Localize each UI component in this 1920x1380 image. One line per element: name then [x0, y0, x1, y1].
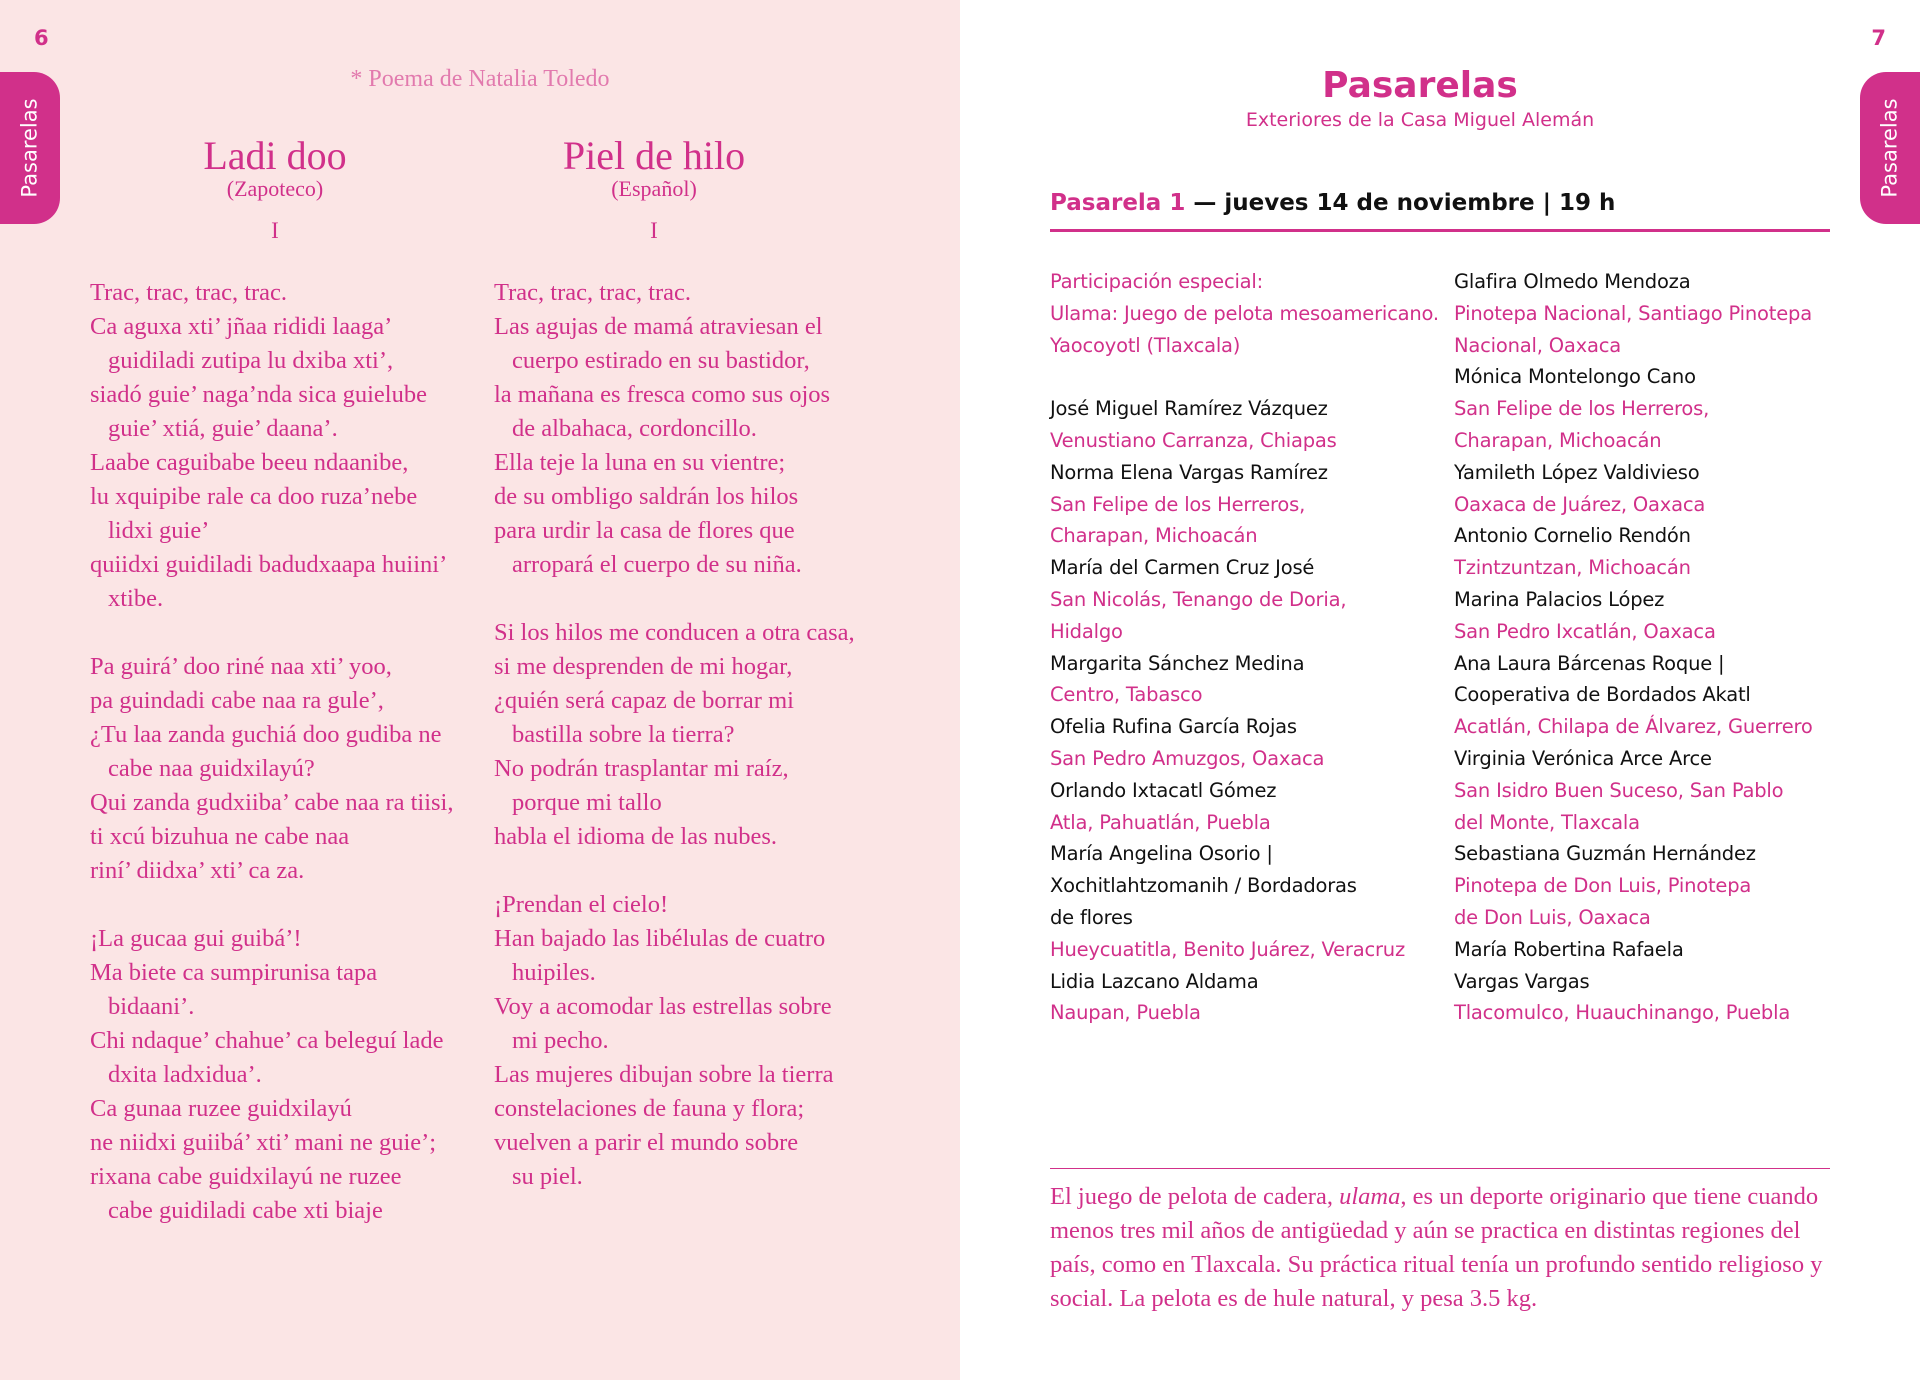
participant-name: María Robertina Rafaela	[1454, 937, 1684, 961]
poem-line: ¡La gucaa gui guibá’!	[90, 925, 302, 952]
poem-part-number: I	[271, 218, 279, 243]
participant-name: Xochitlahtzomanih / Bordadoras	[1050, 874, 1357, 898]
page-header	[1050, 64, 1790, 132]
participant-name: Ofelia Rufina García Rojas	[1050, 715, 1297, 739]
section-tab-label: Pasarelas	[1878, 98, 1903, 198]
poem-line: arropará el cuerpo de su niña.	[512, 551, 802, 578]
poem-line: su piel.	[512, 1163, 583, 1190]
participant-name: Yamileth López Valdivieso	[1454, 460, 1700, 484]
note-italic-term: ulama	[1339, 1183, 1401, 1210]
section-tab	[1860, 72, 1920, 224]
poem-line: para urdir la casa de flores que	[494, 517, 795, 544]
participant-location: Pinotepa Nacional, Santiago Pinotepa	[1454, 301, 1812, 325]
poem-line: lidxi guie’	[108, 517, 210, 544]
participant-location: Charapan, Michoacán	[1454, 428, 1662, 452]
poem-credit: * Poema de Natalia Toledo	[350, 66, 610, 92]
poem-line: bidaani’.	[108, 993, 195, 1020]
participants-column-2	[1454, 266, 1854, 1029]
participant-location: Tzintzuntzan, Michoacán	[1454, 556, 1691, 580]
stanza-break	[90, 616, 470, 650]
poem-line: cabe guidiladi cabe xti biaje	[108, 1197, 383, 1224]
participant-location: Oaxaca de Juárez, Oaxaca	[1454, 492, 1706, 516]
poem-body	[494, 276, 894, 1194]
page-title: Pasarelas	[1322, 65, 1518, 106]
poem-line: de albahaca, cordoncillo.	[512, 415, 757, 442]
participant-name: José Miguel Ramírez Vázquez	[1050, 397, 1328, 421]
participant-location: Naupan, Puebla	[1050, 1001, 1201, 1025]
participant-name: María Angelina Osorio |	[1050, 842, 1273, 866]
participant-location: Acatlán, Chilapa de Álvarez, Guerrero	[1454, 715, 1813, 739]
participant-location: San Felipe de los Herreros,	[1050, 492, 1306, 516]
poem-line: de su ombligo saldrán los hilos	[494, 483, 799, 510]
special-participation: Ulama: Juego de pelota mesoamericano.	[1050, 301, 1439, 325]
poem-line: Ca gunaa ruzee guidxilayú	[90, 1095, 352, 1122]
poem-line: Ella teje la luna en su vientre;	[494, 449, 786, 476]
poem-line: lu xquipibe rale ca doo ruza’nebe	[90, 483, 418, 510]
poem-line: Ca aguxa xti’ jñaa rididi laaga’	[90, 313, 393, 340]
poem-line: Trac, trac, trac, trac.	[494, 279, 692, 306]
participant-location: Tlacomulco, Huauchinango, Puebla	[1454, 1001, 1791, 1025]
page-number: 6	[34, 26, 49, 50]
participant-location: Charapan, Michoacán	[1050, 524, 1258, 548]
poem-line: Chi ndaque’ chahue’ ca beleguí lade	[90, 1027, 444, 1054]
poem-line: Las agujas de mamá atraviesan el	[494, 313, 823, 340]
poem-line: Las mujeres dibujan sobre la tierra	[494, 1061, 834, 1088]
poem-line: siadó guie’ naga’nda sica guielube	[90, 381, 427, 408]
poem-line: guidiladi zutipa lu dxiba xti’,	[108, 347, 394, 374]
note-text-end: , es un deporte originario que tiene cuando menos tres mil años de antigüedad y aún se practica en distintas regiones del país, como en Tlaxcala. Su práctica ritual tenía un profundo sentido religioso y social. La pelota es de hule natural, y pesa 3.5 kg.	[1050, 1183, 1823, 1312]
poem-line: Ma biete ca sumpirunisa tapa	[90, 959, 378, 986]
participant-location: de Don Luis, Oaxaca	[1454, 905, 1651, 929]
poem-line: dxita ladxidua’.	[108, 1061, 262, 1088]
poem-line: bastilla sobre la tierra?	[512, 721, 735, 748]
page-subtitle: Exteriores de la Casa Miguel Alemán	[1245, 109, 1595, 131]
event-datetime: — jueves 14 de noviembre | 19 h	[1185, 190, 1616, 216]
participant-name: de flores	[1050, 905, 1133, 929]
poem-line: No podrán trasplantar mi raíz,	[494, 755, 789, 782]
participant-location: Hueycuatitla, Benito Juárez, Veracruz	[1050, 937, 1405, 961]
participant-name: Ana Laura Bárcenas Roque |	[1454, 651, 1725, 675]
note-text-start: El juego de pelota de cadera,	[1050, 1183, 1340, 1210]
poem-line: Trac, trac, trac, trac.	[90, 279, 288, 306]
participant-location: San Nicolás, Tenango de Doria,	[1050, 587, 1347, 611]
participant-name: Cooperativa de Bordados Akatl	[1454, 683, 1751, 707]
poem-body	[90, 276, 470, 1228]
stanza-break	[90, 888, 470, 922]
poem-line: Si los hilos me conducen a otra casa,	[494, 619, 855, 646]
section-tab-label: Pasarelas	[18, 98, 43, 198]
page-number: 7	[1871, 26, 1886, 50]
participant-name: Vargas Vargas	[1454, 969, 1590, 993]
poem-line: constelaciones de fauna y flora;	[494, 1095, 805, 1122]
participant-name: Margarita Sánchez Medina	[1050, 651, 1305, 675]
participant-location: Atla, Pahuatlán, Puebla	[1050, 810, 1271, 834]
poem-line: ¿Tu laa zanda guchiá doo gudiba ne	[90, 721, 442, 748]
poem-line: la mañana es fresca como sus ojos	[494, 381, 831, 408]
poem-line: rixana cabe guidxilayú ne ruzee	[90, 1163, 402, 1190]
participant-name: Orlando Ixtacatl Gómez	[1050, 778, 1277, 802]
poem-line: cuerpo estirado en su bastidor,	[512, 347, 810, 374]
poem-part-number: I	[650, 218, 658, 243]
stanza-break	[494, 582, 894, 616]
participants-column-1	[1050, 266, 1450, 1029]
participant-location: San Pedro Amuzgos, Oaxaca	[1050, 746, 1325, 770]
poem-line: pa guindadi cabe naa ra gule’,	[90, 687, 384, 714]
poem-line: Pa guirá’ doo riné naa xti’ yoo,	[90, 653, 392, 680]
special-participation: Yaocoyotl (Tlaxcala)	[1050, 333, 1241, 357]
poem-line: Laabe caguibabe beeu ndaanibe,	[90, 449, 409, 476]
participant-location: del Monte, Tlaxcala	[1454, 810, 1640, 834]
poem-zapotec	[90, 133, 470, 1228]
poem-line: habla el idioma de las nubes.	[494, 823, 778, 850]
participant-location: Pinotepa de Don Luis, Pinotepa	[1454, 874, 1752, 898]
participant-location: San Pedro Ixcatlán, Oaxaca	[1454, 619, 1716, 643]
participant-location: San Isidro Buen Suceso, San Pablo	[1454, 778, 1784, 802]
poem-line: ne niidxi guiibá’ xti’ mani ne guie’;	[90, 1129, 437, 1156]
poem-title: Ladi doo	[203, 133, 347, 178]
stanza-break	[494, 854, 894, 888]
ulama-note	[1050, 1180, 1840, 1316]
divider	[1050, 229, 1830, 232]
event-name: Pasarela 1	[1050, 190, 1186, 216]
special-participation: Participación especial:	[1050, 270, 1264, 293]
poem-line: mi pecho.	[512, 1027, 609, 1054]
participant-location: Hidalgo	[1050, 619, 1123, 643]
participant-name: María del Carmen Cruz José	[1050, 556, 1315, 580]
participant-name: Virginia Verónica Arce Arce	[1454, 746, 1712, 770]
list-spacer	[1050, 361, 1450, 393]
poem-line: Han bajado las libélulas de cuatro	[494, 925, 826, 952]
right-page	[960, 0, 1920, 1380]
poem-line: Voy a acomodar las estrellas sobre	[494, 993, 832, 1020]
participant-location: San Felipe de los Herreros,	[1454, 397, 1710, 421]
participant-location: Nacional, Oaxaca	[1454, 333, 1621, 357]
participant-name: Sebastiana Guzmán Hernández	[1454, 842, 1756, 866]
participant-name: Norma Elena Vargas Ramírez	[1050, 460, 1328, 484]
participant-name: Antonio Cornelio Rendón	[1454, 524, 1691, 548]
poem-line: Qui zanda gudxiiba’ cabe naa ra tiisi,	[90, 789, 454, 816]
poem-line: huipiles.	[512, 959, 596, 986]
poem-line: porque mi tallo	[512, 789, 662, 816]
poem-title: Piel de hilo	[562, 133, 746, 178]
poem-line: guie’ xtiá, guie’ daana’.	[108, 415, 338, 442]
event-heading	[1050, 190, 1830, 216]
poem-line: quiidxi guidiladi badudxaapa huiini’	[90, 551, 448, 578]
poem-line: vuelven a parir el mundo sobre	[494, 1129, 799, 1156]
divider	[1050, 1168, 1830, 1169]
poem-spanish	[494, 133, 894, 1194]
poem-language: (Español)	[611, 176, 697, 201]
poem-line: ti xcú bizuhua ne cabe naa	[90, 823, 350, 850]
poem-language: (Zapoteco)	[226, 176, 324, 201]
participant-location: Centro, Tabasco	[1050, 683, 1203, 707]
poem-line: riní’ diidxa’ xti’ ca za.	[90, 857, 305, 884]
poem-line: xtibe.	[108, 585, 164, 612]
participant-name: Mónica Montelongo Cano	[1454, 365, 1696, 389]
participant-location: Venustiano Carranza, Chiapas	[1050, 428, 1337, 452]
poem-line: ¡Prendan el cielo!	[494, 891, 669, 918]
poem-line: si me desprenden de mi hogar,	[494, 653, 793, 680]
poem-line: cabe naa guidxilayú?	[108, 755, 315, 782]
participant-name: Lidia Lazcano Aldama	[1050, 969, 1259, 993]
participant-name: Marina Palacios López	[1454, 587, 1665, 611]
poem-line: ¿quién será capaz de borrar mi	[494, 687, 794, 714]
participant-name: Glafira Olmedo Mendoza	[1454, 270, 1691, 293]
